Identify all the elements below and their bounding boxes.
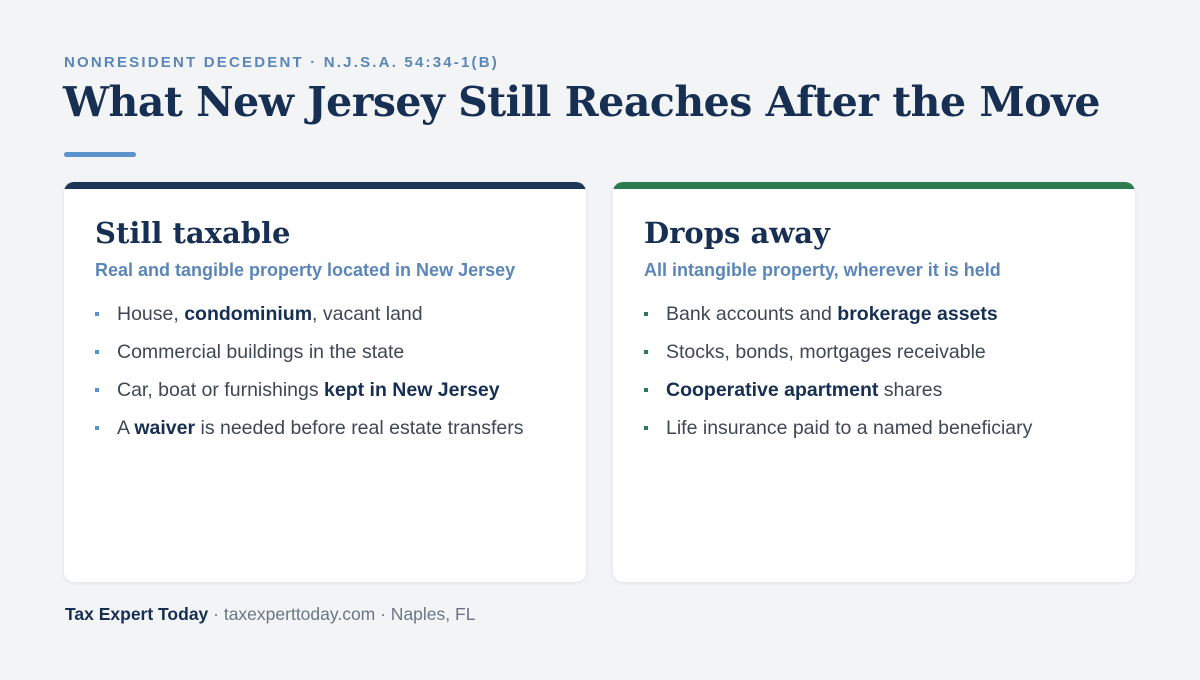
item-text: A waiver is needed before real estate transfers bbox=[117, 416, 524, 439]
list-item bbox=[644, 295, 1032, 333]
item-text: Car, boat or furnishings kept in New Jersey bbox=[117, 378, 500, 401]
card-subheading: Real and tangible property located in New Jersey bbox=[95, 260, 516, 280]
footer-details: · taxexperttoday.com · Naples, FL bbox=[208, 604, 476, 624]
square-bullet-icon bbox=[95, 388, 99, 392]
card-top-bar bbox=[64, 182, 586, 189]
list-item bbox=[95, 333, 524, 371]
item-text: Life insurance paid to a named beneficiary bbox=[666, 416, 1033, 439]
item-text: Cooperative apartment shares bbox=[666, 378, 943, 401]
square-bullet-icon bbox=[644, 350, 648, 354]
card-subheading: All intangible property, wherever it is held bbox=[644, 260, 1001, 280]
square-bullet-icon bbox=[95, 426, 99, 430]
card-heading: Drops away bbox=[644, 216, 830, 250]
item-text: Bank accounts and brokerage assets bbox=[666, 302, 998, 325]
item-text: House, condominium, vacant land bbox=[117, 302, 423, 325]
footer bbox=[65, 604, 475, 625]
card-top-bar bbox=[613, 182, 1135, 189]
list-item bbox=[95, 295, 524, 333]
square-bullet-icon bbox=[644, 388, 648, 392]
list-item bbox=[644, 333, 1032, 371]
card-still-taxable bbox=[64, 182, 586, 582]
item-list bbox=[95, 295, 524, 447]
page-title: What New Jersey Still Reaches After the Move bbox=[63, 78, 1100, 126]
item-text: Stocks, bonds, mortgages receivable bbox=[666, 340, 986, 363]
square-bullet-icon bbox=[95, 312, 99, 316]
list-item bbox=[644, 409, 1032, 447]
eyebrow-label: NONRESIDENT DECEDENT · N.J.S.A. 54:34-1(B) bbox=[64, 54, 499, 71]
card-drops-away bbox=[613, 182, 1135, 582]
list-item bbox=[95, 371, 524, 409]
card-heading: Still taxable bbox=[95, 216, 291, 250]
square-bullet-icon bbox=[644, 312, 648, 316]
title-accent-bar bbox=[64, 152, 136, 157]
list-item bbox=[644, 371, 1032, 409]
square-bullet-icon bbox=[644, 426, 648, 430]
square-bullet-icon bbox=[95, 350, 99, 354]
footer-brand: Tax Expert Today bbox=[65, 604, 209, 624]
list-item bbox=[95, 409, 524, 447]
item-text: Commercial buildings in the state bbox=[117, 340, 405, 363]
item-list bbox=[644, 295, 1032, 447]
